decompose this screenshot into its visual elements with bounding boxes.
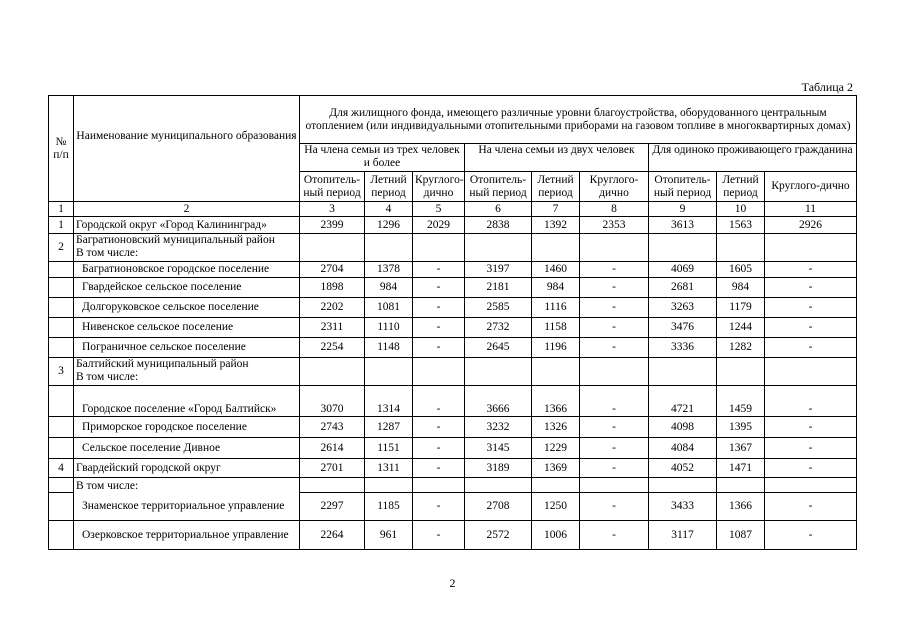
value-cell: 2614 [300, 438, 365, 459]
value-cell: 2399 [300, 217, 365, 234]
value-cell: - [765, 417, 857, 438]
empty-cell [649, 234, 717, 262]
empty-cell [465, 478, 532, 493]
value-cell: 984 [365, 278, 413, 298]
value-cell: - [765, 493, 857, 521]
value-cell: 3476 [649, 318, 717, 338]
empty-cell [765, 478, 857, 493]
header-period: Летний период [717, 172, 765, 202]
value-cell: 3145 [465, 438, 532, 459]
value-cell: - [413, 459, 465, 478]
value-cell: 3433 [649, 493, 717, 521]
value-cell: 1282 [717, 338, 765, 358]
value-cell: - [765, 521, 857, 550]
value-cell: 2708 [465, 493, 532, 521]
row-name: Приморское городское поселение [74, 417, 300, 438]
empty-cell [649, 478, 717, 493]
value-cell: - [413, 417, 465, 438]
value-cell: 1392 [532, 217, 580, 234]
table-row [49, 298, 857, 318]
value-cell: 984 [717, 278, 765, 298]
header-period: Отопитель-ный период [300, 172, 365, 202]
row-name [74, 358, 300, 386]
value-cell: 1367 [717, 438, 765, 459]
row-number [49, 478, 74, 493]
table-row [49, 338, 857, 358]
empty-cell [717, 234, 765, 262]
value-cell: - [580, 298, 649, 318]
header-subgroup: На члена семьи из двух человек [465, 144, 649, 172]
district-name: Балтийский муниципальный район [76, 358, 249, 370]
value-cell: 1378 [365, 262, 413, 278]
row-name: Знаменское территориальное управление [74, 493, 300, 521]
value-cell: 2645 [465, 338, 532, 358]
empty-cell [765, 234, 857, 262]
header-period: Отопитель-ный период [649, 172, 717, 202]
empty-cell [413, 234, 465, 262]
value-cell: 3197 [465, 262, 532, 278]
value-cell: - [580, 459, 649, 478]
value-cell: 984 [532, 278, 580, 298]
empty-cell [717, 358, 765, 386]
value-cell: 1158 [532, 318, 580, 338]
value-cell: 1151 [365, 438, 413, 459]
table-row [49, 278, 857, 298]
empty-cell [300, 478, 365, 493]
header-subgroup: На члена семьи из трех человек и более [300, 144, 465, 172]
row-name: Долгоруковское сельское поселение [74, 298, 300, 318]
empty-cell [580, 478, 649, 493]
row-name [74, 234, 300, 262]
value-cell: 2311 [300, 318, 365, 338]
header-col-name: Наименование муниципального образования [74, 96, 300, 202]
value-cell: - [580, 318, 649, 338]
value-cell: 2701 [300, 459, 365, 478]
empty-cell [300, 234, 365, 262]
value-cell: 1898 [300, 278, 365, 298]
table-row [49, 438, 857, 459]
row-number [49, 386, 74, 417]
table-row [49, 493, 857, 521]
value-cell: - [413, 493, 465, 521]
value-cell: - [580, 386, 649, 417]
column-number: 5 [413, 202, 465, 217]
value-cell: 1471 [717, 459, 765, 478]
value-cell: 1116 [532, 298, 580, 318]
row-number: 4 [49, 459, 74, 478]
empty-cell [532, 234, 580, 262]
row-number [49, 438, 74, 459]
value-cell: - [765, 459, 857, 478]
empty-cell [365, 478, 413, 493]
value-cell: - [413, 386, 465, 417]
value-cell: 961 [365, 521, 413, 550]
empty-cell [717, 478, 765, 493]
table-row [49, 234, 857, 262]
value-cell: 1395 [717, 417, 765, 438]
value-cell: 1229 [532, 438, 580, 459]
value-cell: - [765, 298, 857, 318]
row-name: Пограничное сельское поселение [74, 338, 300, 358]
value-cell: 1250 [532, 493, 580, 521]
value-cell: - [765, 386, 857, 417]
row-number: 1 [49, 217, 74, 234]
value-cell: 1110 [365, 318, 413, 338]
row-name: Озерковское территориальное управление [74, 521, 300, 550]
column-number: 1 [49, 202, 74, 217]
value-cell: - [580, 338, 649, 358]
value-cell: - [413, 318, 465, 338]
including-label: В том числе: [76, 247, 139, 259]
value-cell: 3613 [649, 217, 717, 234]
column-number: 3 [300, 202, 365, 217]
empty-cell [365, 358, 413, 386]
value-cell: 3336 [649, 338, 717, 358]
page-number: 2 [449, 576, 456, 590]
table-row [49, 417, 857, 438]
value-cell: 1563 [717, 217, 765, 234]
value-cell: 2264 [300, 521, 365, 550]
value-cell: 2838 [465, 217, 532, 234]
value-cell: 3232 [465, 417, 532, 438]
empty-cell [580, 234, 649, 262]
value-cell: - [413, 298, 465, 318]
value-cell: - [413, 338, 465, 358]
value-cell: 1314 [365, 386, 413, 417]
value-cell: 2202 [300, 298, 365, 318]
value-cell: 1605 [717, 262, 765, 278]
value-cell: 2926 [765, 217, 857, 234]
header-period: Круглого-дично [580, 172, 649, 202]
value-cell: - [580, 438, 649, 459]
value-cell: 2297 [300, 493, 365, 521]
header-col-no: № п/п [49, 96, 74, 202]
empty-cell [532, 478, 580, 493]
value-cell: 4069 [649, 262, 717, 278]
value-cell: 1366 [532, 386, 580, 417]
empty-cell [365, 234, 413, 262]
column-number: 9 [649, 202, 717, 217]
value-cell: 1311 [365, 459, 413, 478]
row-name: Сельское поселение Дивное [74, 438, 300, 459]
column-number: 11 [765, 202, 857, 217]
empty-cell [413, 358, 465, 386]
value-cell: 1006 [532, 521, 580, 550]
value-cell: 1148 [365, 338, 413, 358]
district-name: Багратионовский муниципальный район [76, 234, 275, 246]
value-cell: - [580, 493, 649, 521]
value-cell: - [765, 262, 857, 278]
row-number [49, 262, 74, 278]
value-cell: 1087 [717, 521, 765, 550]
row-name: Багратионовское городское поселение [74, 262, 300, 278]
empty-cell [300, 358, 365, 386]
table-caption: Таблица 2 [801, 80, 853, 94]
header-period: Круглого-дично [413, 172, 465, 202]
including-label: В том числе: [74, 478, 300, 493]
row-number [49, 493, 74, 521]
empty-cell [413, 478, 465, 493]
value-cell: 4052 [649, 459, 717, 478]
table-row [49, 459, 857, 478]
empty-cell [580, 358, 649, 386]
value-cell: - [580, 278, 649, 298]
value-cell: - [413, 262, 465, 278]
row-number: 2 [49, 234, 74, 262]
row-number [49, 521, 74, 550]
row-name: Городской округ «Город Калининград» [74, 217, 300, 234]
value-cell: 3189 [465, 459, 532, 478]
value-cell: 2254 [300, 338, 365, 358]
header-period: Летний период [532, 172, 580, 202]
row-name: Нивенское сельское поселение [74, 318, 300, 338]
value-cell: - [765, 438, 857, 459]
empty-cell [765, 358, 857, 386]
column-number: 6 [465, 202, 532, 217]
value-cell: - [765, 338, 857, 358]
value-cell: 1244 [717, 318, 765, 338]
value-cell: - [580, 521, 649, 550]
value-cell: 1196 [532, 338, 580, 358]
table-row [49, 96, 857, 144]
value-cell: - [413, 438, 465, 459]
empty-cell [465, 358, 532, 386]
value-cell: - [413, 278, 465, 298]
value-cell: 1081 [365, 298, 413, 318]
value-cell: 1369 [532, 459, 580, 478]
row-number [49, 298, 74, 318]
value-cell: 1460 [532, 262, 580, 278]
column-number: 4 [365, 202, 413, 217]
table-row [49, 202, 857, 217]
empty-cell [649, 358, 717, 386]
value-cell: 2585 [465, 298, 532, 318]
tariff-table [48, 95, 857, 550]
value-cell: 3070 [300, 386, 365, 417]
empty-cell [465, 234, 532, 262]
column-number: 2 [74, 202, 300, 217]
table-row [49, 358, 857, 386]
value-cell: 2732 [465, 318, 532, 338]
header-period: Круглого-дично [765, 172, 857, 202]
value-cell: 2353 [580, 217, 649, 234]
column-number: 7 [532, 202, 580, 217]
header-period: Отопитель-ный период [465, 172, 532, 202]
value-cell: 3263 [649, 298, 717, 318]
value-cell: - [580, 262, 649, 278]
row-number [49, 278, 74, 298]
value-cell: 4721 [649, 386, 717, 417]
row-name: Городское поселение «Город Балтийск» [74, 386, 300, 417]
value-cell: 2743 [300, 417, 365, 438]
row-name: Гвардейский городской округ [74, 459, 300, 478]
value-cell: 2681 [649, 278, 717, 298]
value-cell: 1459 [717, 386, 765, 417]
row-name: Гвардейское сельское поселение [74, 278, 300, 298]
value-cell: 1287 [365, 417, 413, 438]
value-cell: 3117 [649, 521, 717, 550]
column-number: 8 [580, 202, 649, 217]
header-group-title: Для жилищного фонда, имеющего различные уровни благоустройства, оборудованного центральным отоплением (или индивидуальными отопительными приборами на газовом топливе в многоквартирных домах) [300, 96, 857, 144]
value-cell: - [765, 318, 857, 338]
value-cell: 1366 [717, 493, 765, 521]
header-period: Летний период [365, 172, 413, 202]
including-label: В том числе: [76, 371, 139, 383]
column-number: 10 [717, 202, 765, 217]
value-cell: 2181 [465, 278, 532, 298]
table-row [49, 521, 857, 550]
value-cell: - [413, 521, 465, 550]
table-row [49, 386, 857, 417]
value-cell: 1185 [365, 493, 413, 521]
empty-cell [532, 358, 580, 386]
value-cell: 2704 [300, 262, 365, 278]
row-number: 3 [49, 358, 74, 386]
value-cell: 3666 [465, 386, 532, 417]
value-cell: 2029 [413, 217, 465, 234]
value-cell: 1296 [365, 217, 413, 234]
row-number [49, 318, 74, 338]
table-row [49, 318, 857, 338]
value-cell: - [765, 278, 857, 298]
value-cell: - [580, 417, 649, 438]
value-cell: 4098 [649, 417, 717, 438]
table-row [49, 217, 857, 234]
header-subgroup: Для одиноко проживающего гражданина [649, 144, 857, 172]
table-row [49, 478, 857, 493]
table-row [49, 262, 857, 278]
row-number [49, 338, 74, 358]
row-number [49, 417, 74, 438]
value-cell: 2572 [465, 521, 532, 550]
value-cell: 4084 [649, 438, 717, 459]
value-cell: 1179 [717, 298, 765, 318]
value-cell: 1326 [532, 417, 580, 438]
